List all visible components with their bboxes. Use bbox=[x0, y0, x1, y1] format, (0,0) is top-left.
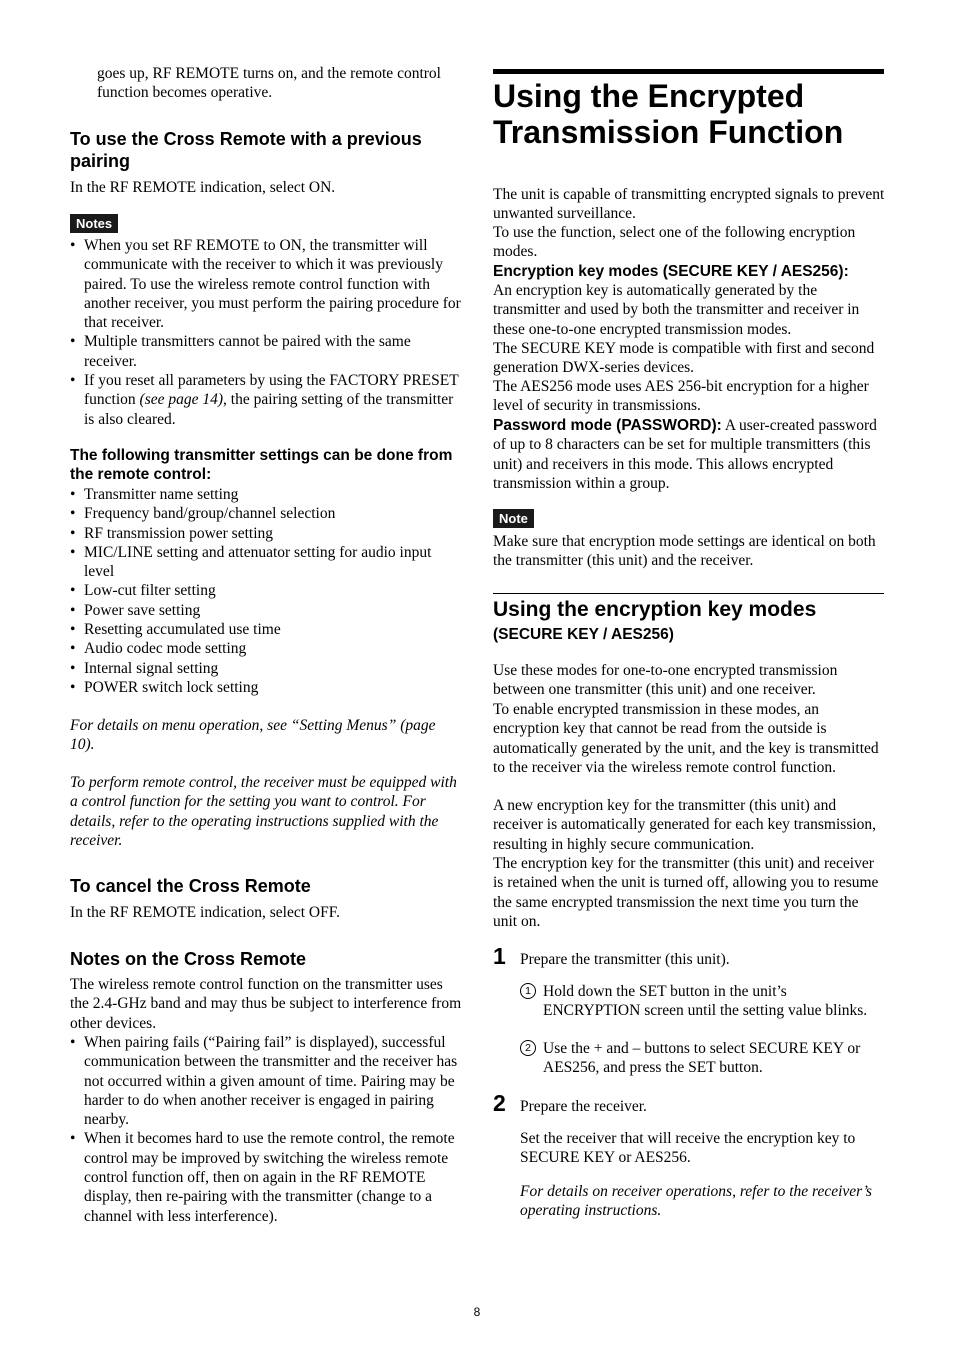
cross-notes-list bbox=[70, 1033, 462, 1226]
section-paragraph: The encryption key for the transmitter (this unit) and receiver is retained when the unit is turned off, allowing you to resume the same encrypted transmission the next time you turn the unit on. bbox=[493, 855, 879, 930]
cross-notes-heading: Notes on the Cross Remote bbox=[70, 949, 307, 969]
list-item: • Power save setting bbox=[70, 601, 462, 620]
section-rule bbox=[493, 593, 884, 594]
note-text: , the pairing setting of the transmitter is also cleared. bbox=[84, 391, 454, 428]
enc-key-paragraph: The SECURE KEY mode is compatible with first and second generation DWX-series devices. bbox=[493, 340, 875, 377]
step-number: 1 bbox=[493, 943, 506, 969]
page-title: Using the Encrypted Transmission Function bbox=[493, 78, 844, 150]
cross-notes-body: The wireless remote control function on the transmitter uses the 2.4-GHz band and may thus be subject to interference from other devices. bbox=[70, 976, 462, 1032]
substep bbox=[520, 982, 885, 1021]
list-item: • When you set RF REMOTE to ON, the transmitter will communicate with the receiver to which it was previously paired. To use the wireless remote control function with another receiver, you must perform the pairing procedure for that receiver. bbox=[70, 236, 462, 332]
password-mode-label: Password mode (PASSWORD): bbox=[493, 417, 722, 434]
circled-number-icon: 2 bbox=[520, 1040, 536, 1056]
note-text: Make sure that encryption mode settings are identical on both the transmitter (this unit) and the receiver. bbox=[493, 533, 876, 570]
list-item: • Transmitter name setting bbox=[70, 485, 462, 504]
list-item: • Multiple transmitters cannot be paired with the same receiver. bbox=[70, 332, 462, 371]
step-text: Prepare the transmitter (this unit). bbox=[520, 951, 730, 968]
list-item bbox=[70, 371, 462, 429]
section-paragraph: Use these modes for one-to-one encrypted transmission between one transmitter (this unit) and one receiver. bbox=[493, 662, 838, 699]
step-body: Set the receiver that will receive the encryption key to SECURE KEY or AES256. bbox=[520, 1130, 856, 1167]
notes-badge: Notes bbox=[70, 214, 118, 233]
substep-text: Use the + and – buttons to select SECURE KEY or AES256, and press the SET button. bbox=[543, 1040, 861, 1077]
step-text: Prepare the receiver. bbox=[520, 1098, 647, 1115]
substep bbox=[520, 1039, 885, 1078]
title-rule bbox=[493, 69, 884, 74]
enc-key-paragraph: The AES256 mode uses AES 256-bit encryption for a higher level of security in transmissions. bbox=[493, 378, 869, 415]
prev-pairing-heading: To use the Cross Remote with a previous pairing bbox=[70, 129, 422, 171]
settings-heading: The following transmitter settings can be done from the remote control: bbox=[70, 447, 453, 484]
list-item: • MIC/LINE setting and attenuator setting for audio input level bbox=[70, 543, 462, 582]
step-number: 2 bbox=[493, 1090, 506, 1116]
list-item: • Internal signal setting bbox=[70, 659, 462, 678]
cancel-heading: To cancel the Cross Remote bbox=[70, 876, 311, 896]
notes-list bbox=[70, 236, 462, 429]
note-text: If you reset all parameters by using the FACTORY PRESET function bbox=[84, 372, 459, 409]
list-item: • POWER switch lock setting bbox=[70, 678, 462, 697]
menu-operation-note: For details on menu operation, see “Setting Menus” (page 10). bbox=[70, 717, 436, 754]
list-item: • Resetting accumulated use time bbox=[70, 620, 462, 639]
receiver-operations-note: For details on receiver operations, refer to the receiver’s operating instructions. bbox=[520, 1183, 872, 1220]
intro-paragraph: The unit is capable of transmitting encrypted signals to prevent unwanted surveillance. bbox=[493, 186, 885, 223]
list-item: • Frequency band/group/channel selection bbox=[70, 504, 462, 523]
enc-key-paragraph: An encryption key is automatically generated by the transmitter and used by both the transmitter and receiver in these one-to-one encrypted transmission modes. bbox=[493, 282, 860, 338]
remote-control-note: To perform remote control, the receiver must be equipped with a control function for the setting you want to control. For details, refer to the operating instructions supplied with the receiver. bbox=[70, 774, 457, 849]
prev-pairing-body: In the RF REMOTE indication, select ON. bbox=[70, 179, 336, 196]
list-item: • Low-cut filter setting bbox=[70, 581, 462, 600]
section-subheading: (SECURE KEY / AES256) bbox=[493, 626, 674, 643]
page-reference: (see page 14) bbox=[139, 391, 224, 409]
list-item: • Audio codec mode setting bbox=[70, 639, 462, 658]
page-number: 8 bbox=[473, 1305, 481, 1319]
list-item: • When it becomes hard to use the remote control, the remote control may be improved by switching the wireless remote control function off, then on again in the RF REMOTE display, then re-pairing with the transmitter (change to a channel with less interference). bbox=[70, 1129, 462, 1225]
section-paragraph: To enable encrypted transmission in these modes, an encryption key that cannot be read from the outside is automatically generated by the unit, and the key is transmitted to the receiver via the wireless remote control function. bbox=[493, 701, 879, 776]
section-paragraph: A new encryption key for the transmitter (this unit) and receiver is automatically generated for each key transmission, resulting in highly secure communication. bbox=[493, 797, 877, 853]
note-badge: Note bbox=[493, 509, 534, 528]
enc-key-modes-label: Encryption key modes (SECURE KEY / AES256): bbox=[493, 263, 849, 280]
list-item: • When pairing fails (“Pairing fail” is displayed), successful communication between the transmitter and the receiver has not occurred within a given amount of time. Pairing may be harder to do when another receiver is engaged in pairing nearby. bbox=[70, 1033, 462, 1129]
password-mode-text: A user-created password of up to 8 characters can be set for multiple transmitters (this unit) and receivers in this mode. This allows encrypted transmission within a group. bbox=[493, 417, 877, 492]
intro-paragraph: To use the function, select one of the following encryption modes. bbox=[493, 224, 856, 261]
cancel-body: In the RF REMOTE indication, select OFF. bbox=[70, 904, 340, 921]
substep-text: Hold down the SET button in the unit’s ENCRYPTION screen until the setting value blinks. bbox=[543, 983, 868, 1020]
list-item: • RF transmission power setting bbox=[70, 524, 462, 543]
password-mode-paragraph bbox=[493, 416, 885, 493]
section-heading: Using the encryption key modes bbox=[493, 598, 817, 621]
circled-number-icon: 1 bbox=[520, 983, 536, 999]
intro-continuation: goes up, RF REMOTE turns on, and the remote control function becomes operative. bbox=[97, 65, 441, 102]
settings-list bbox=[70, 485, 462, 697]
